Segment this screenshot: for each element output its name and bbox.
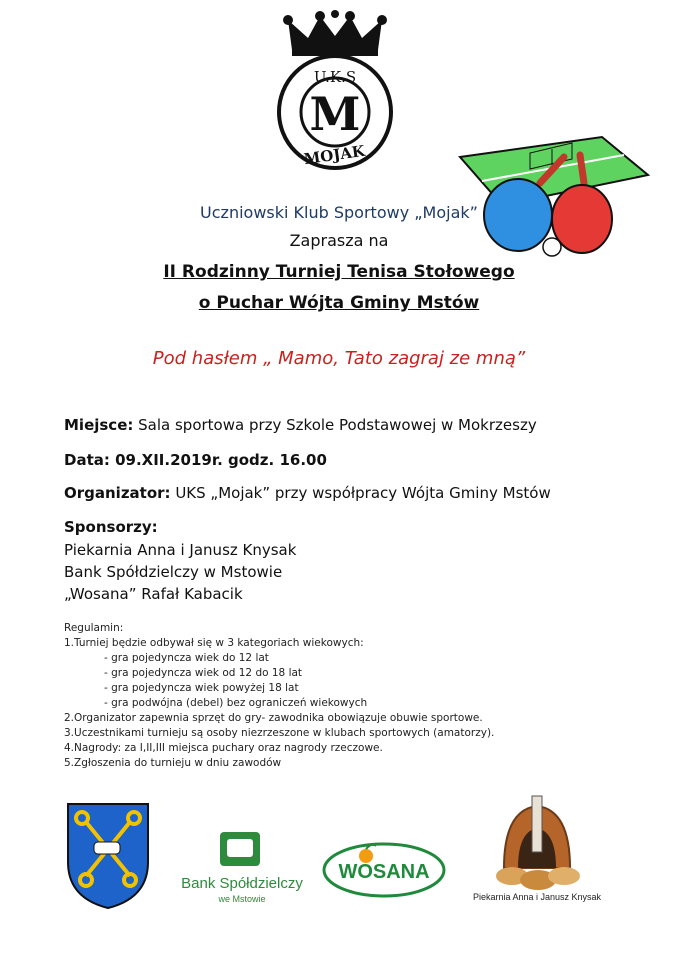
place-label: Miejsce: (64, 416, 134, 434)
uks-mojak-logo (270, 10, 400, 170)
rule-category: - gra podwójna (debel) bez ograniczeń wiekowych (104, 697, 368, 709)
sponsor-item: Bank Spółdzielczy w Mstowie (64, 563, 283, 581)
tournament-title-line2: o Puchar Wójta Gminy Mstów (198, 293, 480, 313)
rule-item: 2.Organizator zapewnia sprzęt do gry- zawodnika obowiązuje obuwie sportowe. (64, 712, 483, 724)
tournament-title-line1: II Rodzinny Turniej Tenisa Stołowego (163, 262, 515, 282)
sponsor-item: „Wosana” Rafał Kabacik (64, 585, 243, 603)
rule-category: - gra pojedyncza wiek od 12 do 18 lat (104, 667, 303, 679)
date-line: Data: 09.XII.2019r. godz. 16.00 (64, 451, 327, 469)
invites-text: Zaprasza na (289, 231, 389, 250)
organizer-label: Organizator: (64, 484, 171, 502)
gmina-crest-logo (64, 800, 152, 912)
logo-top-text: U.K.S (313, 68, 357, 86)
logo-bottom-text: MOJAK (302, 141, 366, 169)
wosana-name: WOSANA (338, 861, 430, 883)
bank-logo (172, 830, 312, 910)
rule-item: 5.Zgłoszenia do turnieju w dniu zawodów (64, 757, 282, 769)
wosana-logo (322, 838, 446, 898)
bank-icon (220, 832, 260, 866)
bakery-name: Piekarnia Anna i Janusz Knysak (472, 892, 602, 902)
bakery-illustration-icon (496, 796, 580, 890)
rule-item: 3.Uczestnikami turnieju są osoby niezrzeszone w klubach sportowych (amatorzy). (64, 727, 495, 739)
sponsor-item: Piekarnia Anna i Janusz Knysak (64, 541, 297, 559)
bank-branch: we Mstowie (218, 894, 266, 904)
organizer-value: UKS „Mojak” przy współpracy Wójta Gminy Mstów (170, 484, 551, 502)
rules-heading: Regulamin: (64, 622, 124, 634)
rule-item: 4.Nagrody: za I,II,III miejsca puchary oraz nagrody rzeczowe. (64, 742, 383, 754)
rule-item: 1.Turniej będzie odbywał się w 3 kategoriach wiekowych: (64, 637, 364, 649)
bank-name: Bank Spółdzielczy (181, 875, 303, 892)
organizer-line (64, 484, 551, 502)
motto: Pod hasłem „ Mamo, Tato zagraj ze mną” (152, 348, 526, 369)
crown-icon (283, 10, 387, 56)
sponsors-heading: Sponsorzy: (64, 518, 158, 536)
rule-category: - gra pojedyncza wiek powyżej 18 lat (104, 682, 299, 694)
logo-letter: M (309, 87, 361, 141)
place-value: Sala sportowa przy Szkole Podstawowej w Mokrzeszy (133, 416, 537, 434)
club-name: Uczniowski Klub Sportowy „Mojak” (200, 203, 478, 222)
place-line (64, 416, 537, 434)
rule-category: - gra pojedyncza wiek do 12 lat (104, 652, 269, 664)
bakery-logo (462, 788, 612, 908)
